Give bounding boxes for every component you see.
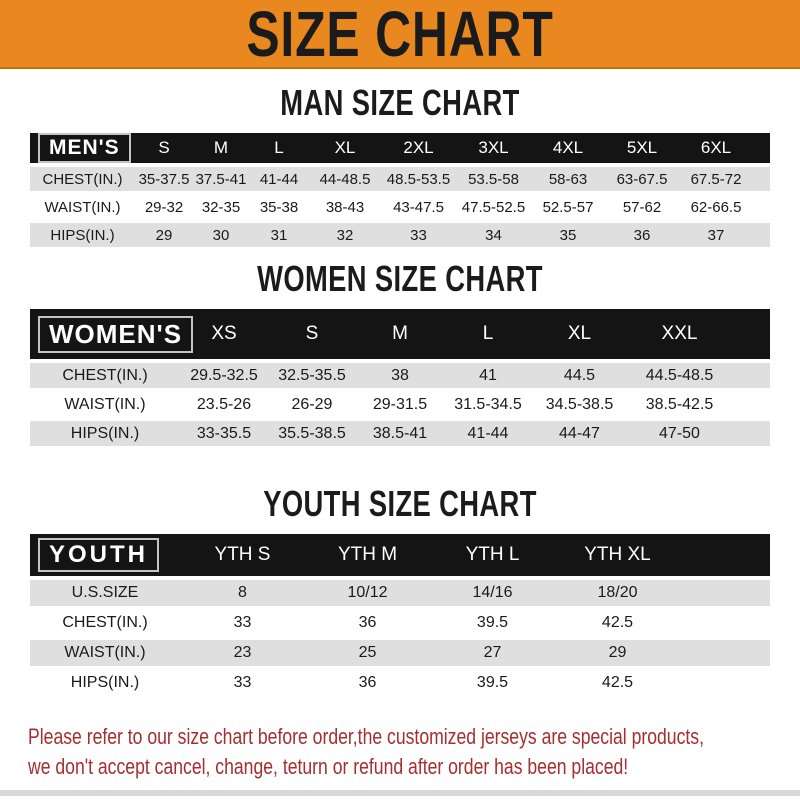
row-spacer [732,421,770,446]
size-section-women [0,305,800,450]
column-header: 3XL [456,133,531,163]
column-header: S [135,133,193,163]
size-cell: 34 [456,223,531,247]
row-label: HIPS(IN.) [30,421,180,446]
size-cell: 34.5-38.5 [532,392,627,417]
size-cell: 41-44 [249,167,309,191]
size-cell: 57-62 [605,195,679,219]
size-cell: 47-50 [627,421,732,446]
footer-note [28,722,772,782]
table-label-cell [30,534,180,576]
size-cell: 29.5-32.5 [180,363,268,388]
row-label: HIPS(IN.) [30,223,135,247]
column-header: 4XL [531,133,605,163]
size-cell: 8 [180,580,305,606]
row-spacer [680,640,770,666]
size-cell: 47.5-52.5 [456,195,531,219]
size-cell: 67.5-72 [679,167,753,191]
size-cell: 44.5-48.5 [627,363,732,388]
size-section-youth [0,530,800,700]
size-cell: 44.5 [532,363,627,388]
table-row [30,670,770,696]
table-row [30,392,770,417]
table-header-row [30,133,770,163]
column-header: XXL [627,309,732,359]
footer-line-2: we don't accept cancel, change, teturn or refund after order has been placed! [28,754,629,779]
size-cell: 33 [180,670,305,696]
size-cell: 35-37.5 [135,167,193,191]
size-cell: 18/20 [555,580,680,606]
table-label: WOMEN'S [38,316,193,353]
size-table-women [30,305,770,450]
column-header: YTH S [180,534,305,576]
size-cell: 41-44 [444,421,532,446]
row-label: WAIST(IN.) [30,640,180,666]
size-cell: 39.5 [430,610,555,636]
column-header: XL [532,309,627,359]
size-cell: 23.5-26 [180,392,268,417]
section-heading-men: MAN SIZE CHART [280,82,520,123]
size-chart-sections [0,83,800,700]
table-label: MEN'S [38,133,131,163]
size-cell: 29-31.5 [356,392,444,417]
table-label-cell [30,309,183,359]
table-row [30,223,770,247]
size-cell: 62-66.5 [679,195,753,219]
size-cell: 52.5-57 [531,195,605,219]
row-spacer [753,223,770,247]
row-spacer [732,392,770,417]
size-cell: 37.5-41 [193,167,249,191]
size-cell: 44-48.5 [309,167,381,191]
size-cell: 63-67.5 [605,167,679,191]
size-cell: 35.5-38.5 [268,421,356,446]
size-cell: 42.5 [555,610,680,636]
size-cell: 25 [305,640,430,666]
size-cell: 30 [193,223,249,247]
row-spacer [732,363,770,388]
table-row [30,640,770,666]
column-header: 2XL [381,133,456,163]
column-header: M [356,309,444,359]
row-label: WAIST(IN.) [30,195,135,219]
size-section-men [0,129,800,251]
column-header: YTH L [430,534,555,576]
column-header: YTH M [305,534,430,576]
row-label: WAIST(IN.) [30,392,180,417]
size-cell: 36 [605,223,679,247]
table-row [30,363,770,388]
column-header: S [268,309,356,359]
size-table-youth [30,530,770,700]
size-cell: 27 [430,640,555,666]
row-spacer [680,610,770,636]
size-cell: 31 [249,223,309,247]
table-header-row [30,534,770,576]
column-header: YTH XL [555,534,680,576]
row-label: CHEST(IN.) [30,363,180,388]
size-cell: 14/16 [430,580,555,606]
size-cell: 48.5-53.5 [381,167,456,191]
size-cell: 38-43 [309,195,381,219]
size-cell: 41 [444,363,532,388]
banner [0,0,800,69]
size-cell: 29 [135,223,193,247]
size-cell: 38.5-41 [356,421,444,446]
section-heading-youth: YOUTH SIZE CHART [263,483,537,524]
size-cell: 32 [309,223,381,247]
size-cell: 38 [356,363,444,388]
size-cell: 26-29 [268,392,356,417]
header-spacer [680,534,770,576]
column-header: XL [309,133,381,163]
column-header: 6XL [679,133,753,163]
section-heading-women: WOMEN SIZE CHART [257,258,543,299]
table-row [30,167,770,191]
table-row [30,195,770,219]
table-row [30,610,770,636]
size-cell: 36 [305,670,430,696]
row-spacer [680,580,770,606]
size-cell: 36 [305,610,430,636]
column-header: M [193,133,249,163]
row-spacer [753,167,770,191]
size-cell: 42.5 [555,670,680,696]
size-cell: 58-63 [531,167,605,191]
table-label-cell [30,133,135,163]
size-cell: 29 [555,640,680,666]
size-cell: 32.5-35.5 [268,363,356,388]
page-title: SIZE CHART [246,0,554,70]
size-cell: 33 [381,223,456,247]
row-spacer [680,670,770,696]
size-cell: 39.5 [430,670,555,696]
size-cell: 53.5-58 [456,167,531,191]
size-cell: 44-47 [532,421,627,446]
bottom-strip [0,790,800,796]
table-label: YOUTH [38,538,159,572]
size-cell: 10/12 [305,580,430,606]
row-label: CHEST(IN.) [30,610,180,636]
row-label: U.S.SIZE [30,580,180,606]
column-header: L [249,133,309,163]
size-cell: 38.5-42.5 [627,392,732,417]
footer-line-1: Please refer to our size chart before order,the customized jerseys are special products, [28,724,704,749]
size-cell: 29-32 [135,195,193,219]
column-header: XS [180,309,268,359]
column-header: L [444,309,532,359]
size-table-men [30,129,770,251]
size-cell: 23 [180,640,305,666]
size-cell: 32-35 [193,195,249,219]
size-cell: 33-35.5 [180,421,268,446]
header-spacer [732,309,770,359]
size-cell: 35 [531,223,605,247]
row-spacer [753,195,770,219]
row-label: CHEST(IN.) [30,167,135,191]
column-header: 5XL [605,133,679,163]
table-row [30,580,770,606]
table-row [30,421,770,446]
size-cell: 35-38 [249,195,309,219]
size-cell: 37 [679,223,753,247]
size-cell: 43-47.5 [381,195,456,219]
table-header-row [30,309,770,359]
size-cell: 31.5-34.5 [444,392,532,417]
row-label: HIPS(IN.) [30,670,180,696]
size-cell: 33 [180,610,305,636]
header-spacer [753,133,770,163]
